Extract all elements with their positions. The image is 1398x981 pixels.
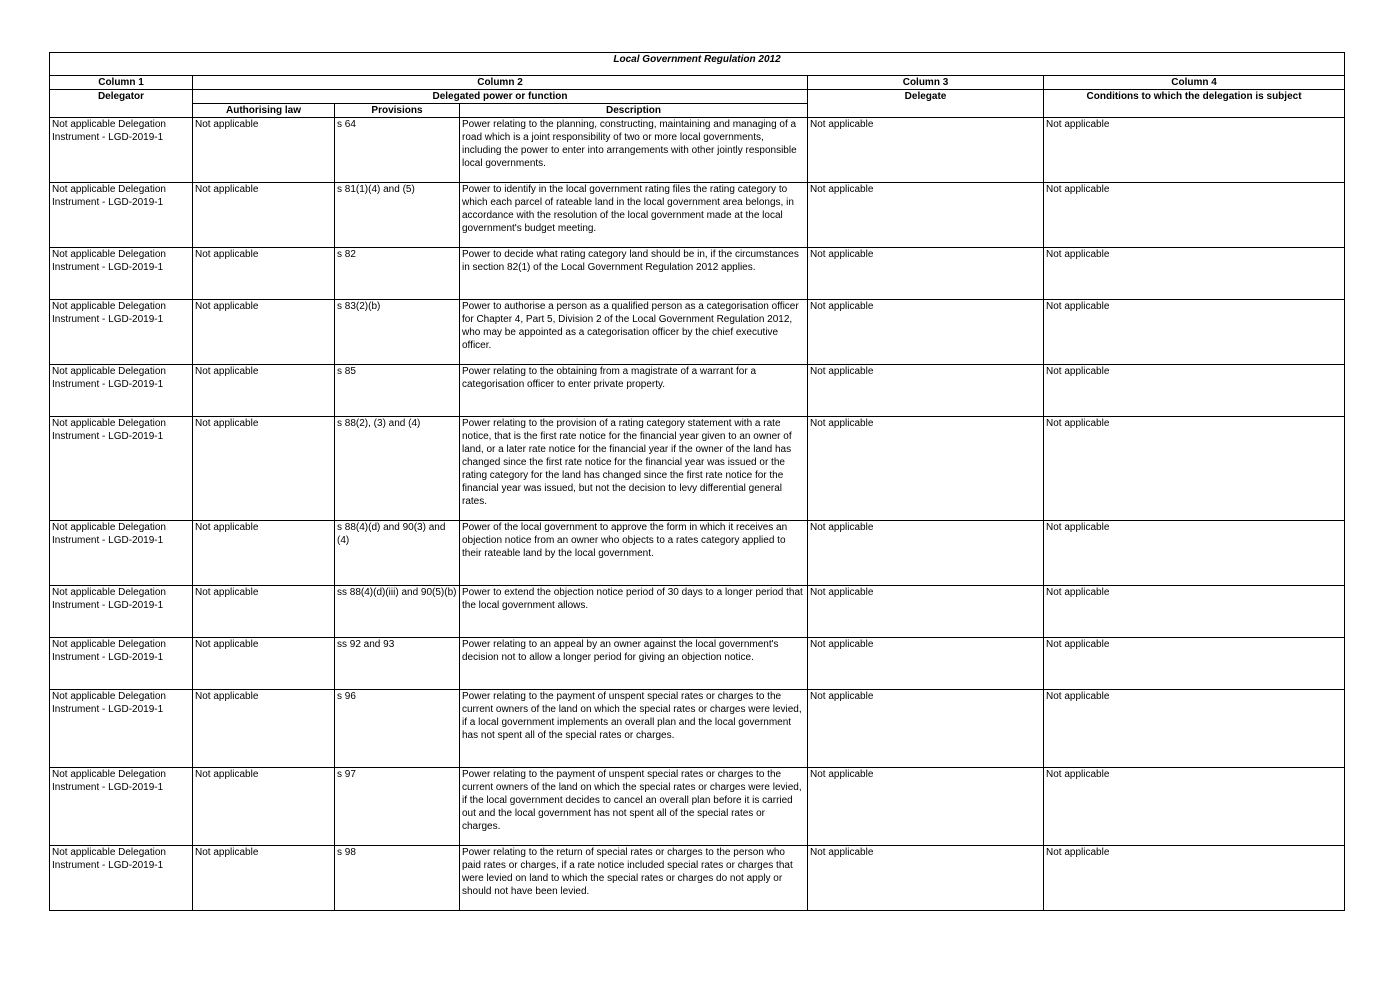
authorising-law-cell: Not applicable [193,365,335,417]
provisions-cell: s 81(1)(4) and (5) [335,183,460,248]
column-2-header: Column 2 [193,76,808,90]
delegator-cell: Not applicable Delegation Instrument - LGD-2019-1 [50,365,193,417]
provisions-cell: s 83(2)(b) [335,300,460,365]
delegator-cell: Not applicable Delegation Instrument - LGD-2019-1 [50,690,193,768]
table-row [50,521,1345,586]
authorising-law-cell: Not applicable [193,118,335,183]
delegate-cell: Not applicable [808,417,1044,521]
conditions-cell: Not applicable [1044,586,1345,638]
conditions-cell: Not applicable [1044,846,1345,911]
description-cell: Power relating to the payment of unspent special rates or charges to the current owners of the land on which the special rates or charges were levied, if a local government implements an overall plan and the local government has not spent all of the special rates or charges. [460,690,808,768]
description-cell: Power to extend the objection notice period of 30 days to a longer period that the local government allows. [460,586,808,638]
delegate-cell: Not applicable [808,118,1044,183]
description-cell: Power relating to an appeal by an owner against the local government's decision not to allow a longer period for giving an objection notice. [460,638,808,690]
description-header: Description [460,104,808,118]
delegator-cell: Not applicable Delegation Instrument - LGD-2019-1 [50,638,193,690]
description-cell: Power of the local government to approve the form in which it receives an objection notice from an owner who objects to a rates category applied to their rateable land by the local government. [460,521,808,586]
column-1-header: Column 1 [50,76,193,90]
table-row [50,586,1345,638]
delegator-cell: Not applicable Delegation Instrument - LGD-2019-1 [50,183,193,248]
provisions-cell: s 88(4)(d) and 90(3) and (4) [335,521,460,586]
delegator-cell: Not applicable Delegation Instrument - LGD-2019-1 [50,417,193,521]
column-3-header: Column 3 [808,76,1044,90]
description-cell: Power to authorise a person as a qualified person as a categorisation officer for Chapter 4, Part 5, Division 2 of the Local Government Regulation 2012, who may be appointed as a categorisation officer by the chief executive officer. [460,300,808,365]
delegate-cell: Not applicable [808,183,1044,248]
table-row [50,118,1345,183]
description-cell: Power to decide what rating category land should be in, if the circumstances in section 82(1) of the Local Government Regulation 2012 applies. [460,248,808,300]
description-cell: Power relating to the planning, constructing, maintaining and managing of a road which is a joint responsibility of two or more local governments, including the power to enter into arrangements with other jointly responsible local governments. [460,118,808,183]
delegator-cell: Not applicable Delegation Instrument - LGD-2019-1 [50,846,193,911]
table-row [50,846,1345,911]
delegate-cell: Not applicable [808,521,1044,586]
authorising-law-cell: Not applicable [193,768,335,846]
delegator-cell: Not applicable Delegation Instrument - LGD-2019-1 [50,248,193,300]
conditions-cell: Not applicable [1044,300,1345,365]
table-row [50,768,1345,846]
delegate-cell: Not applicable [808,586,1044,638]
conditions-cell: Not applicable [1044,365,1345,417]
table-row [50,417,1345,521]
delegate-cell: Not applicable [808,300,1044,365]
delegator-cell: Not applicable Delegation Instrument - LGD-2019-1 [50,586,193,638]
conditions-cell: Not applicable [1044,248,1345,300]
conditions-cell: Not applicable [1044,638,1345,690]
table-row [50,183,1345,248]
provisions-cell: s 85 [335,365,460,417]
conditions-cell: Not applicable [1044,521,1345,586]
provisions-header: Provisions [335,104,460,118]
description-cell: Power relating to the provision of a rating category statement with a rate notice, that is the first rate notice for the financial year given to an owner of land, or a later rate notice for the financial year if the owner of the land has changed since the first rate notice for the financial year was issued or the rating category for the land has changed since the first rate notice for the financial year was issued, but not the decision to levy differential general rates. [460,417,808,521]
description-cell: Power relating to the payment of unspent special rates or charges to the current owners of the land on which the special rates or charges were levied, if the local government decides to cancel an overall plan before it is carried out and the local government has not spent all of the special rates or charges. [460,768,808,846]
conditions-header: Conditions to which the delegation is subject [1044,90,1345,118]
table-row [50,248,1345,300]
authorising-law-cell: Not applicable [193,248,335,300]
authorising-law-cell: Not applicable [193,586,335,638]
conditions-cell: Not applicable [1044,118,1345,183]
provisions-cell: s 97 [335,768,460,846]
conditions-cell: Not applicable [1044,417,1345,521]
column-4-header: Column 4 [1044,76,1345,90]
provisions-cell: s 96 [335,690,460,768]
delegate-cell: Not applicable [808,690,1044,768]
delegator-cell: Not applicable Delegation Instrument - LGD-2019-1 [50,768,193,846]
provisions-cell: s 88(2), (3) and (4) [335,417,460,521]
delegate-cell: Not applicable [808,768,1044,846]
delegator-cell: Not applicable Delegation Instrument - LGD-2019-1 [50,300,193,365]
authorising-law-cell: Not applicable [193,638,335,690]
provisions-cell: s 82 [335,248,460,300]
conditions-cell: Not applicable [1044,690,1345,768]
delegate-header: Delegate [808,90,1044,118]
table-row [50,638,1345,690]
authorising-law-cell: Not applicable [193,300,335,365]
conditions-cell: Not applicable [1044,183,1345,248]
delegation-table [49,52,1345,911]
description-cell: Power to identify in the local government rating files the rating category to which each parcel of rateable land in the local government area belongs, in accordance with the resolution of the local government made at the local government's budget meeting. [460,183,808,248]
provisions-cell: ss 92 and 93 [335,638,460,690]
table-row [50,690,1345,768]
authorising-law-cell: Not applicable [193,183,335,248]
delegator-header: Delegator [50,90,193,118]
authorising-law-header: Authorising law [193,104,335,118]
delegate-cell: Not applicable [808,365,1044,417]
description-cell: Power relating to the obtaining from a magistrate of a warrant for a categorisation officer to enter private property. [460,365,808,417]
authorising-law-cell: Not applicable [193,690,335,768]
delegate-cell: Not applicable [808,846,1044,911]
provisions-cell: ss 88(4)(d)(iii) and 90(5)(b) [335,586,460,638]
table-row [50,365,1345,417]
table-row [50,300,1345,365]
provisions-cell: s 98 [335,846,460,911]
authorising-law-cell: Not applicable [193,846,335,911]
description-cell: Power relating to the return of special rates or charges to the person who paid rates or charges, if a rate notice included special rates or charges that were levied on land to which the special rates or charges do not apply or should not have been levied. [460,846,808,911]
provisions-cell: s 64 [335,118,460,183]
table-title: Local Government Regulation 2012 [50,53,1345,76]
delegated-power-header: Delegated power or function [193,90,808,104]
delegator-cell: Not applicable Delegation Instrument - LGD-2019-1 [50,118,193,183]
delegator-cell: Not applicable Delegation Instrument - LGD-2019-1 [50,521,193,586]
authorising-law-cell: Not applicable [193,521,335,586]
delegate-cell: Not applicable [808,248,1044,300]
conditions-cell: Not applicable [1044,768,1345,846]
delegate-cell: Not applicable [808,638,1044,690]
authorising-law-cell: Not applicable [193,417,335,521]
